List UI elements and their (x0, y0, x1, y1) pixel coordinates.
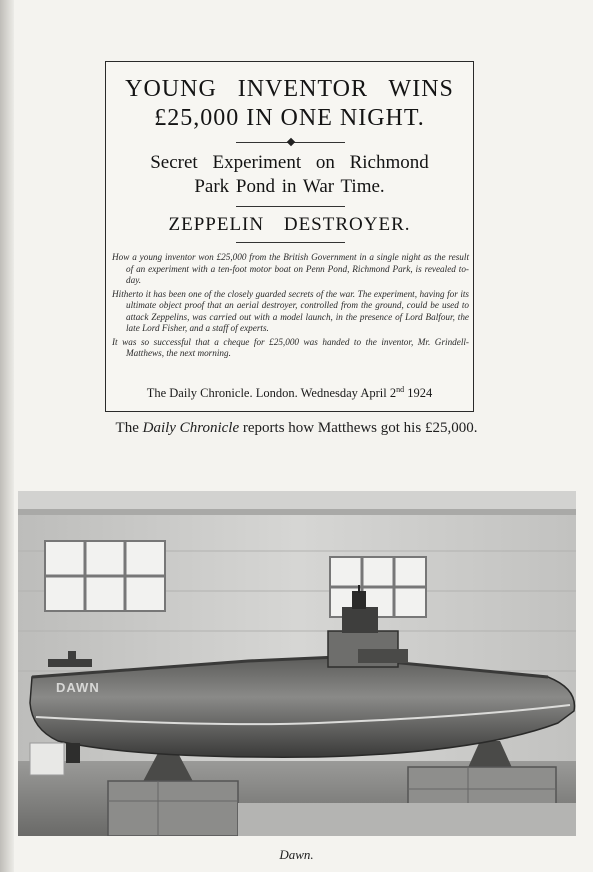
article-paragraph: How a young inventor won £25,000 from the British Government in a single night as the result of an experiment with a ten-foot motor boat on Penn Pond, Richmond Park, is revealed to-day. (112, 252, 469, 285)
headline-line-1: YOUNG INVENTOR WINS (125, 76, 454, 102)
newspaper-clipping (105, 61, 474, 412)
dateline-text: The Daily Chronicle. London. Wednesday April 2 (146, 386, 397, 401)
diamond-ornament-icon (286, 138, 294, 146)
divider-rule (236, 242, 345, 243)
divider-rule (236, 142, 345, 143)
boat-photograph (18, 491, 576, 836)
boat-name-label: DAWN (56, 680, 100, 695)
divider-rule (236, 206, 345, 207)
subhead-line-2: Park Pond in War Time. (194, 176, 385, 197)
caption-suffix: reports how Matthews got his £25,000. (239, 420, 478, 436)
article-paragraph: It was so successful that a cheque for £25,000 was handed to the inventor, Mr. Grindell-Matthews, the next morning. (112, 336, 469, 358)
subhead-line-1: Secret Experiment on Richmond (150, 152, 429, 173)
dateline-suffix: nd (396, 385, 405, 394)
headline-line-2: £25,000 IN ONE NIGHT. (154, 105, 425, 131)
caption-prefix: The (115, 420, 143, 436)
dateline-year: 1924 (407, 386, 433, 401)
clipping-caption (0, 420, 593, 437)
article-body (112, 252, 469, 362)
dateline (106, 385, 473, 401)
photo-caption: Dawn. (279, 847, 314, 862)
window-left (45, 541, 165, 611)
subhead-zeppelin: ZEPPELIN DESTROYER. (168, 214, 411, 235)
boat-photo-illustration (18, 491, 576, 836)
article-paragraph: Hitherto it has been one of the closely guarded secrets of the war. The experiment, having for its ultimate object proof that an aerial destroyer, controlled from the ground, could be used to attack Zeppelins, was carried out with a model launch, in the presence of Lord Balfour, the late Lord Fisher, and a staff of experts. (112, 288, 469, 333)
caption-newspaper-name: Daily Chronicle (142, 420, 240, 436)
